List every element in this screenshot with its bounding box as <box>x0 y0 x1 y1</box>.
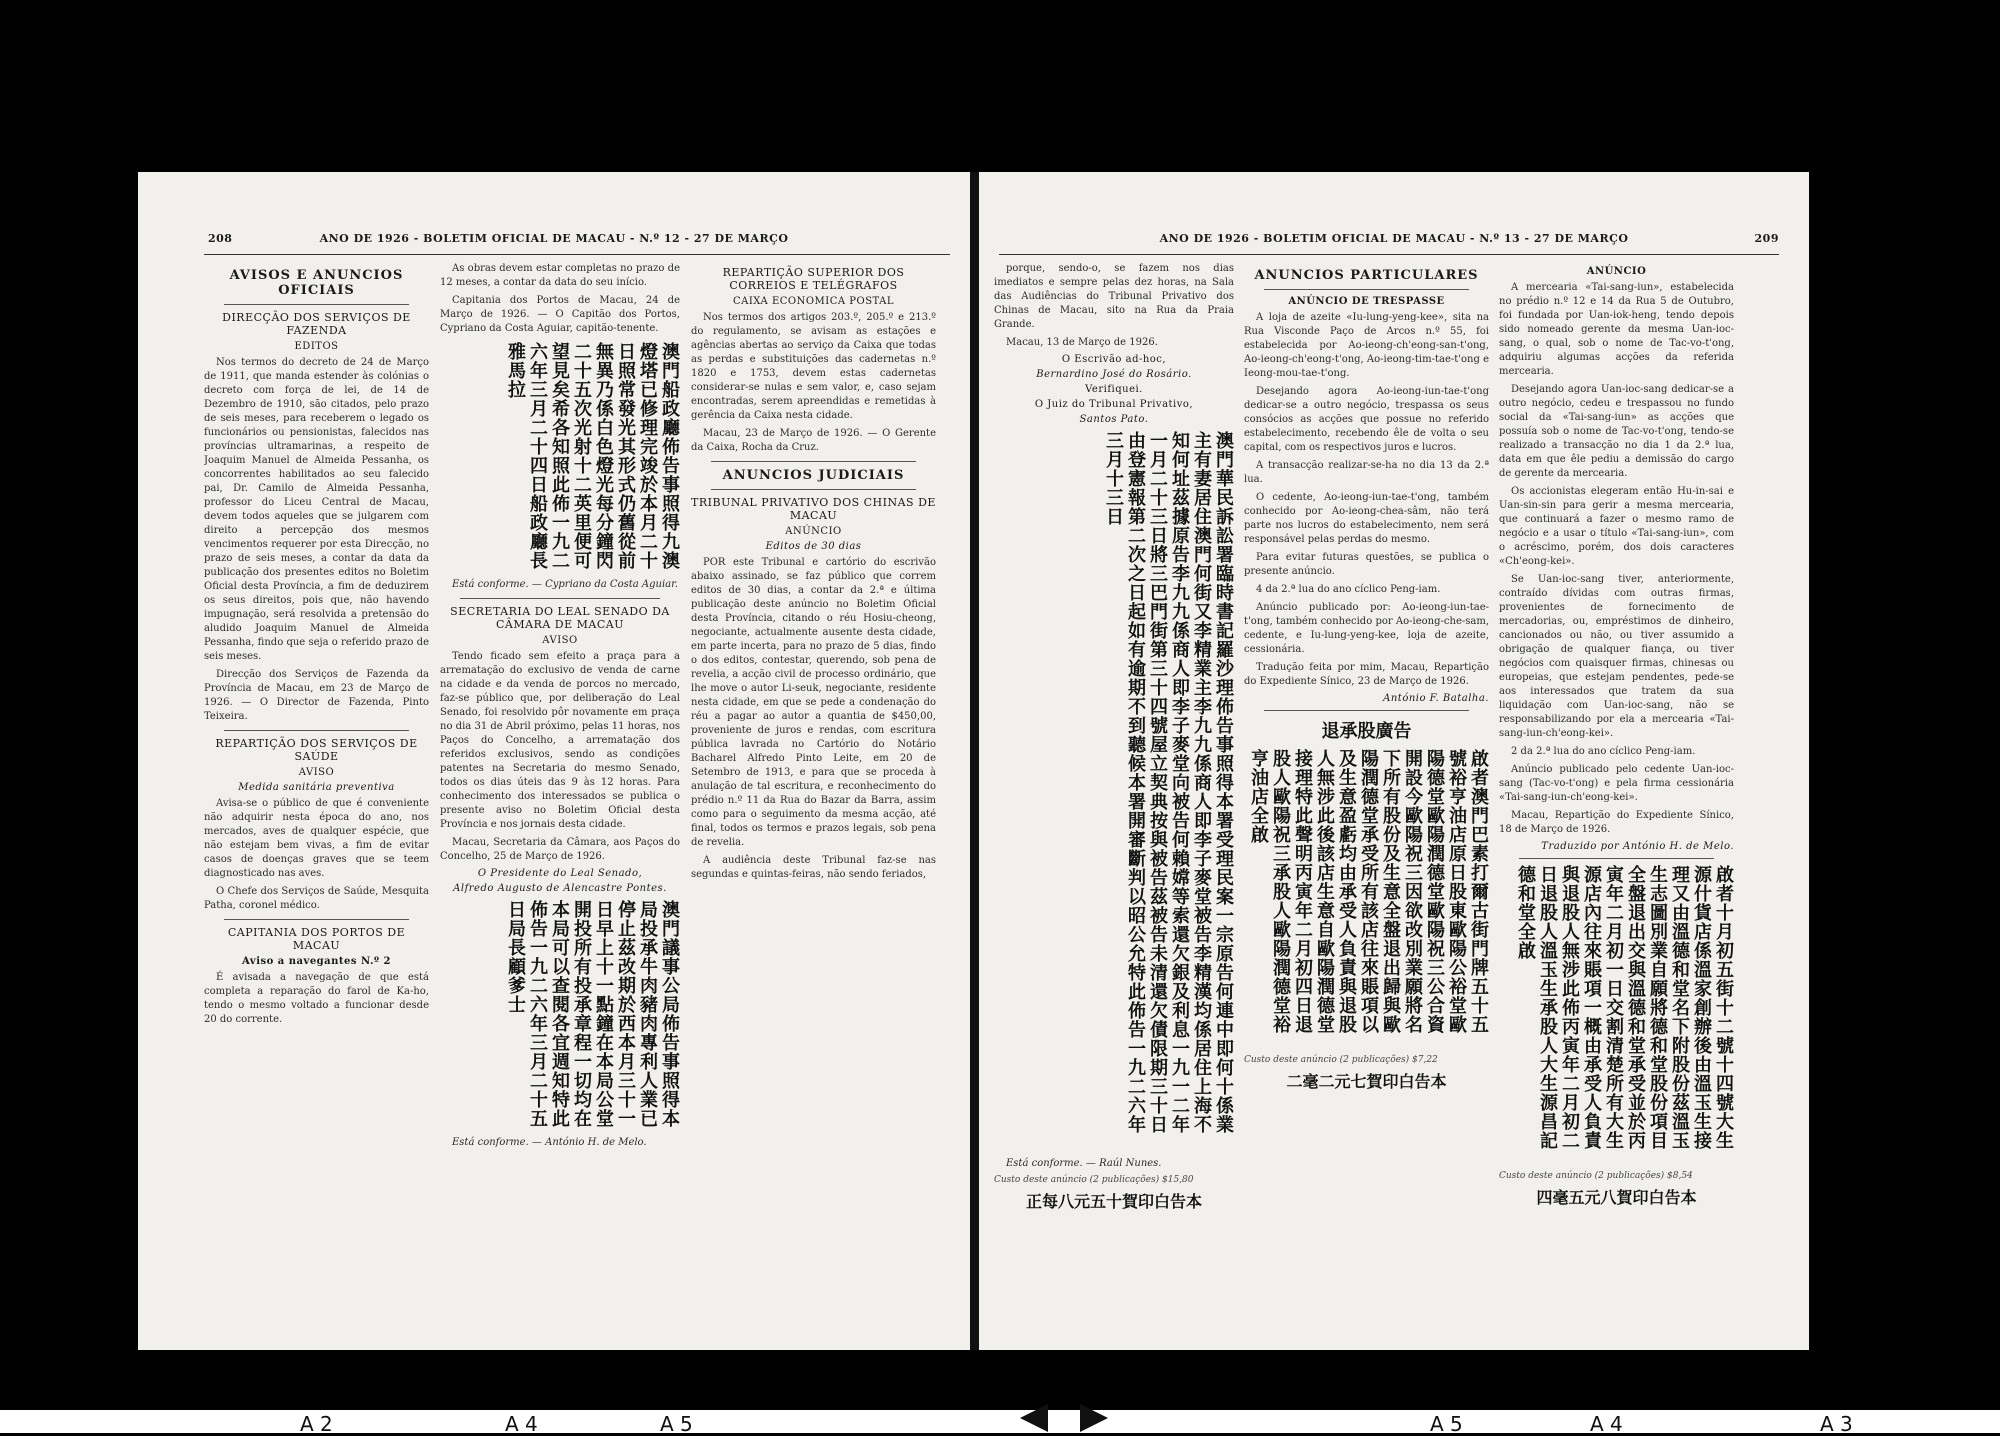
body-text: Nos termos do decreto de 24 de Março de 1911, que manda estender às colónias o decreto com força de lei, de 14 de Dezembro de 1910, são citados, pelo prazo de seis meses, para receberem o legado os funcionários ou pensionistas, falecidos nas províncias ultramarinas, a respeito de Joaquim Manuel de Almeida Pessanha, os concorrentes habilitados ao seu falecido pai, Dr. Camilo de Almeida Pessanha, professor do Liceu Central de Macau, devem todos aqueles que se julgarem com direito a percepção dos mesmos vencimentos requerer por esta Direcção, no prazo de seis meses, a contar da data da publicação dos presentes editos no Boletim Oficial desta Província, a fim de deduzirem os seus direitos, pois que, não havendo impugnação, será resolvida a pretensão do aludido Joaquim Manuel de Almeida Pessanha, findo que seja o referido prazo de seis meses. <box>204 357 429 662</box>
frame-marker: A 3 <box>1820 1412 1853 1436</box>
body-text: A transacção realizar-se-ha no dia 13 da 2.ª lua. <box>1244 460 1489 485</box>
subheading: ANÚNCIO DE TRESPASSE <box>1288 296 1445 307</box>
divider <box>224 304 409 305</box>
left-page <box>138 172 970 1350</box>
body-text: Para evitar futuras questões, se publica o presente anúncio. <box>1244 552 1489 577</box>
chinese-notice: 啟者十月初五街十二號十四號大生源什貨店係溫家創辦後由溫玉生接理又由溫德和堂名下附股份茲溫玉生志圖別業自願將德和堂股份項目全盤退出交與溫德和堂承受並於丙寅年二月初一日交割清楚所有大生源店內往來賬項一概由承受人負責與退股人無涉此佈丙寅年二月初二日退股人溫玉生承股人大生源昌記德和堂全啟 <box>1515 865 1734 1150</box>
body-text: 4 da 2.ª lua do ano cíclico Peng-iam. <box>1256 584 1441 595</box>
right-col-3 <box>1499 262 1734 1310</box>
body-text: Macau, Repartição do Expediente Sínico, 18 de Março de 1926. <box>1499 810 1734 835</box>
cost-line: Custo deste anúncio (2 publicações) $7,22 <box>1244 1055 1438 1065</box>
signature: Bernardino José do Rosário. <box>1036 369 1192 380</box>
signature: Verifiquei. <box>1085 384 1143 395</box>
body-text: A loja de azeite «Iu-lung-yeng-kee», sita na Rua Visconde Paço de Arcos n.º 55, foi estabelecida por Ao-ieong-ch'eong-san-t'ong, Ao-ieong-ch'eong-t'ong, Ao-ieong-tim-tae-t'ong e Ieong-mou-tae-t'ong. <box>1244 312 1489 379</box>
body-text: Avisa-se o público de que é conveniente não adquirir nesta época do ano, nos mercados, aves de qualquer espécie, que não estejam bem vivas, a fim de evitar casos de doenças graves que se teem diagnosticado nas aves. <box>204 798 429 879</box>
left-col-3 <box>691 262 936 1310</box>
body-text: As obras devem estar completas no prazo de 12 meses, a contar da data do seu início. <box>440 263 680 288</box>
conforme: Está conforme. — Cypriano da Costa Aguiar. <box>452 579 678 590</box>
chinese-notice: 啟者澳門巴素打爾古街門牌五十五號裕亨油店原日股東歐陽公裕堂歐陽德堂歐陽潤德堂歐陽祝三公合資開設今歐陽祝三因欲改別業願將名下所有股份及生意全盤退出歸與歐陽潤德堂承受所有該店往來賬項以及生意盈虧均由承受人負責與退股人無涉此後該店生意自歐陽潤德堂接理特此聲明丙寅年二月初四日退股人歐陽祝三承股人歐陽潤德堂裕亨油店全啟 <box>1248 749 1489 1034</box>
translator: António F. Batalha. <box>1383 693 1489 704</box>
body-text: Anúncio publicado pelo cedente Uan-ioc-sang (Tac-vo-t'ong) e pela firma cessionária «Tai-sang-iun-ch'eong-kei». <box>1499 764 1734 803</box>
chinese-notice: 澳門議事公局佈告事照得本局投承牛肉豬肉專利人業已停止茲改期於西本月三十一日早上十一點鐘在本局公堂開投所有投承章程一切均在本局可以查閱各宜週知特此佈告一九二六年三月二十五日局長顧爹士 <box>505 900 680 1128</box>
divider <box>460 598 660 599</box>
conforme: Está conforme. — António H. de Melo. <box>452 1137 647 1148</box>
divider <box>224 919 409 920</box>
signature: Alfredo Augusto de Alencastre Pontes. <box>453 883 667 894</box>
right-page <box>979 172 1809 1350</box>
subheading: EDITOS <box>294 341 339 352</box>
book-gutter <box>970 172 979 1350</box>
date: Macau, 13 de Março de 1926. <box>1006 337 1158 348</box>
body-text: A mercearia «Tai-sang-iun», estabelecida no prédio n.º 12 e 14 da Rua 5 de Outubro, foi fundada por Uan-iok-heng, tendo depois sido nomeado gerente da mesma Uan-ioc-sang, o qual, sob o nome de Tac-vo-t'ong, adquiriu algumas acções da referida mercearia. <box>1499 282 1734 377</box>
subheading: CAIXA ECONOMICA POSTAL <box>732 296 895 307</box>
right-col-1 <box>994 262 1234 1310</box>
arrow-right-icon <box>1080 1404 1108 1432</box>
section-title: ANÚNCIO <box>1586 266 1647 277</box>
body-text: 2 da 2.ª lua do ano cíclico Peng-iam. <box>1511 746 1696 757</box>
head-rule <box>999 254 1779 255</box>
frame-marker: A 2 <box>300 1412 333 1436</box>
chinese-notice: 澳門華民訴訟署臨時書記羅沙理佈告事照得本署受理民案一宗原告何連中即何十係業主有妻居住澳門何街又李精業主李九九係商人即李子麥堂被告李精漢均係居住上海不知何址茲據原告李九九係商人即李子麥堂向被告何賴嫦等索還欠銀及利息一九一二年一月二十三日將三巴門街第三十四號屋立契典按與被告茲被告未清還欠債限期三十日由登憲報第二次之日起如有逾期不到聽候本署開審斷判以昭公允特此佈告一九二六年三月十三日 <box>1103 431 1234 1134</box>
cost-line: Custo deste anúncio (2 publicações) $8,54 <box>1499 1171 1693 1181</box>
section-heading: TRIBUNAL PRIVATIVO DOS CHINAS DE MACAU <box>691 496 936 522</box>
signature: Macau, Secretaria da Câmara, aos Paços do Concelho, 25 de Março de 1926. <box>440 837 680 862</box>
signature: O Chefe dos Serviços de Saúde, Mesquita Patha, coronel médico. <box>204 886 429 911</box>
signature: O Presidente do Leal Senado, <box>477 868 643 879</box>
section-heading: REPARTIÇÃO DOS SERVIÇOS DE SAÚDE <box>215 737 418 763</box>
price-banner: 四毫五元八賀印白告本 <box>1536 1188 1697 1207</box>
right-col-2 <box>1244 262 1489 1310</box>
signature: Direcção dos Serviços de Fazenda da Província de Macau, em 23 de Março de 1926. — O Director de Fazenda, Pinto Teixeira. <box>204 669 429 722</box>
section-heading: REPARTIÇÃO SUPERIOR DOS CORREIOS E TELÉGRAFOS <box>722 266 905 292</box>
divider <box>1264 289 1469 290</box>
section-heading: DIRECÇÃO DOS SERVIÇOS DE FAZENDA <box>222 311 411 337</box>
body-text: Os accionistas elegeram então Hu-in-sai e Uan-sin-sin para gerir a mesma mercearia, que continuará a fazer o mesmo ramo de negócio e a usar o título «Tai-sang-iun», com o acréscimo, porém, dos dois caracteres «Ch'eong-kei». <box>1499 486 1734 567</box>
section-title: ANUNCIOS JUDICIAIS <box>722 468 905 483</box>
body-text: Tendo ficado sem efeito a praça para a arrematação do exclusivo de venda de carne na cidade e da venda de porcos no mercado, faz-se público que, por deliberação do Leal Senado, foi resolvido pôr novamente em praça no dia 31 de Abril próximo, pelas 11 horas, nos Paços do Concelho, a arrematação dos referidos exclusivos, sendo as condições patentes na Secretaria do mesmo Senado, todos os dias úteis das 9 às 12 horas. Para conhecimento dos interessados se publica o presente aviso no Boletim Oficial desta Província e nos jornais desta cidade. <box>440 651 680 830</box>
section-title: ANUNCIOS PARTICULARES <box>1254 268 1479 283</box>
divider <box>224 730 409 731</box>
body-text: Nos termos dos artigos 203.º, 205.º e 213.º do regulamento, se avisam as estações e agências abertas ao serviço da Caixa que todas as perdas e substituições das cadernetas n.º 1820 e 1753, devem estas cadernetas considerar-se nulas e sem valor, e, caso sejam encontradas, serem apreendidas e remetidas à gerência da Caixa nesta cidade. <box>691 312 936 421</box>
divider <box>711 489 916 490</box>
page-number: 209 <box>1754 232 1779 245</box>
signature: Capitania dos Portos de Macau, 24 de Março de 1926. — O Capitão dos Portos, Cypriano da Costa Aguiar, capitão-tenente. <box>440 295 680 334</box>
price-banner: 正每八元五十賀印白告本 <box>1025 1192 1202 1211</box>
cost-line: Custo deste anúncio (2 publicações) $15,80 <box>994 1175 1194 1185</box>
subheading: AVISO <box>542 635 578 646</box>
price-banner: 二毫二元七賀印白告本 <box>1286 1072 1447 1091</box>
section-heading: SECRETARIA DO LEAL SENADO DA CÂMARA DE MACAU <box>450 605 670 631</box>
subheading: Aviso a navegantes N.º 2 <box>242 956 391 967</box>
body-text: porque, sendo-o, se fazem nos dias imediatos e sempre pelas dez horas, na Sala das Audiências do Tribunal Privativo dos Chinas de Macau, sito na Rua da Praia Grande. <box>994 263 1234 330</box>
subheading-italic: Editos de 30 dias <box>765 541 862 552</box>
divider <box>1264 710 1469 711</box>
head-rule <box>204 254 950 255</box>
body-text: É avisada a navegação de que está completa a reparação do farol de Ka-ho, tendo o mesmo voltado a funcionar desde 20 do corrente. <box>204 972 429 1025</box>
running-head-text: ANO DE 1926 - BOLETIM OFICIAL DE MACAU - N.º 13 - 27 DE MARÇO <box>1159 232 1629 245</box>
subheading: AVISO <box>298 767 335 778</box>
page-number: 208 <box>208 232 233 245</box>
subheading-italic: Medida sanitária preventiva <box>238 782 395 793</box>
running-head <box>138 232 970 254</box>
conforme: Está conforme. — Raúl Nunes. <box>1006 1158 1162 1169</box>
body-text: Anúncio publicado por: Ao-ieong-iun-tae-t'ong, também conhecido por Ao-ieong-che-sam, cedente, e Iu-lung-yeng-kee, loja de azeite, cessionária. <box>1244 602 1489 655</box>
signature: Macau, 23 de Março de 1926. — O Gerente da Caixa, Rocha da Cruz. <box>691 428 936 453</box>
signature: O Escrivão ad-hoc, <box>1061 354 1167 365</box>
body-text: O cedente, Ao-ieong-iun-tae-t'ong, também conhecido por Ao-ieong-chea-sâm, não terá parte nos lucros do estabelecimento, nem será responsável pelas perdas do mesmo. <box>1244 492 1489 545</box>
body-text: Se Uan-ioc-sang tiver, anteriormente, contraído dívidas com outras firmas, provenientes de fornecimento de mercadorias, ou, empréstimos de dinheiro, cancionados ou não, ou tiver assumido a obrigação de qualquer fiança, ou tiver negócios com quaisquer firmas, chinesas ou europeias, que estejam pendentes, pede-se aos interessados que tratem da sua liquidação com Uan-ioc-sang, não se responsabilizando por ela a mercearia «Tai-sang-iun-ch'eong-kei». <box>1499 574 1734 739</box>
body-text: POR este Tribunal e cartório do escrivão abaixo assinado, se faz público que correm editos de 30 dias, a contar da 2.ª e última publicação deste anúncio no Boletim Oficial desta Província, citando o réu Hosiu-cheong, negociante, actualmente ausente desta cidade, em parte incerta, para no prazo de 5 dias, findo o dos editos, contestar, querendo, sob pena de revelia, a acção civil de processo ordinário, que lhe move o autor Li-seuk, negociante, residente nesta cidade, em que se pede a condenação do réu a pagar ao autor a quantia de $450,00, proveniente de juros e rendas, com escritura pública lavrada no Cartório do Notário Bacharel Alfredo Pinto Leite, em 20 de Setembro de 1913, e para que se proceda à anulação de tal escritura, e reconhecimento do prédio n.º 11 da Rua do Bazar da Barra, assim como para o seguimento da mesma acção, até final, todos os termos e prazos legais, sob pena de revelia. <box>691 557 936 848</box>
arrow-left-icon <box>1020 1404 1048 1432</box>
left-col-2 <box>440 262 680 1310</box>
section-title: AVISOS E ANUNCIOS OFICIAIS <box>229 268 404 298</box>
body-text: A audiência deste Tribunal faz-se nas segundas e quintas-feiras, não sendo feriados, <box>691 855 936 880</box>
running-head-text: ANO DE 1926 - BOLETIM OFICIAL DE MACAU - N.º 12 - 27 DE MARÇO <box>319 232 789 245</box>
left-col-1 <box>204 262 429 1310</box>
section-heading: CAPITANIA DOS PORTOS DE MACAU <box>227 926 406 952</box>
chinese-notice: 澳門船政廳佈告事照得九澳燈塔已修理完竣於本月二十日照常發光其形式仍舊從前無異乃係白色燈光每分鐘閃二十五次光射十二英里便可望見矣希各知照此佈一九二六年三月二十四日船政廳長雅馬拉 <box>505 342 680 570</box>
frame-marker: A 5 <box>1430 1412 1463 1436</box>
frame-marker: A 5 <box>660 1412 693 1436</box>
body-text: Desejando agora Uan-ioc-sang dedicar-se a outro negócio, cedeu e trespassou no fundo social da «Tai-sang-iun» as acções que possuía sob o nome de Tac-vo-t'ong, tendo-se realizado a transacção no dia 1 da 2.ª lua, data em que êle pediu a demissão do cargo de gerente da mercearia. <box>1499 384 1734 479</box>
subheading: ANÚNCIO <box>785 526 842 537</box>
chinese-title: 退承股廣告 <box>1321 721 1412 742</box>
signature: Santos Pato. <box>1079 414 1149 425</box>
divider <box>1519 858 1714 859</box>
translator: Traduzido por António H. de Melo. <box>1541 841 1734 852</box>
body-text: Desejando agora Ao-ieong-iun-tae-t'ong dedicar-se a outro negócio, trespassa os seus consócios as acções que possue no referido estabelecimento, recebendo êle de volta o seu capital, com os respectivos juros e lucros. <box>1244 386 1489 453</box>
frame-marker: A 4 <box>505 1412 538 1436</box>
signature: O Juiz do Tribunal Privativo, <box>1034 399 1194 410</box>
running-head <box>979 232 1809 254</box>
frame-marker: A 4 <box>1590 1412 1623 1436</box>
divider <box>711 461 916 462</box>
body-text: Tradução feita por mim, Macau, Repartição do Expediente Sínico, 23 de Março de 1926. <box>1244 662 1489 687</box>
